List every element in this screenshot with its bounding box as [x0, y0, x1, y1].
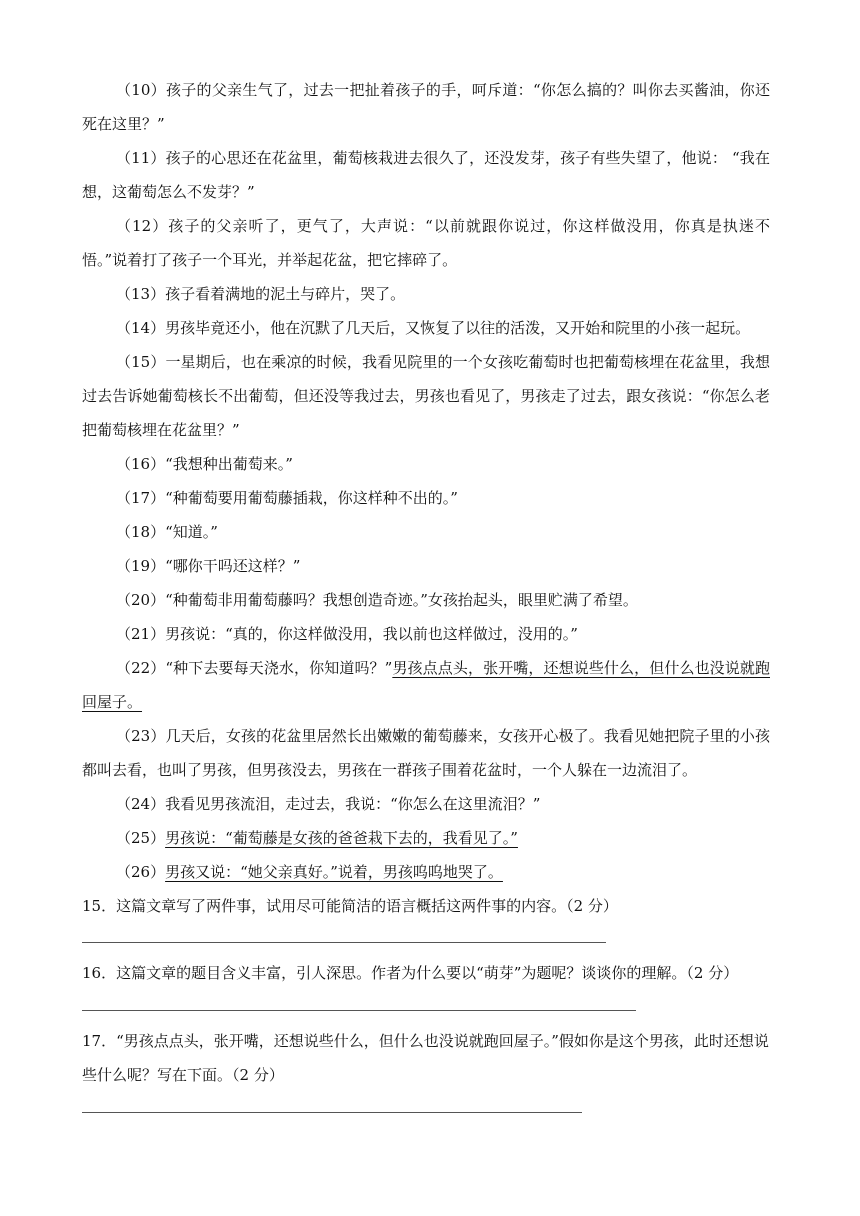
paragraph-26 — [82, 855, 770, 889]
paragraph-13 — [82, 277, 770, 311]
paragraph-11 — [82, 141, 770, 209]
paragraph-text: “知道。” — [165, 523, 218, 541]
paragraph-number: （24） — [116, 795, 166, 813]
paragraph-number: （19） — [116, 557, 166, 575]
paragraph-number: （14） — [116, 319, 166, 337]
paragraph-number: （21） — [116, 625, 166, 643]
paragraph-text: “种葡萄要用葡萄藤插栽，你这样种不出的。” — [165, 489, 458, 507]
question-16: 16．这篇文章的题目含义丰富，引人深思。作者为什么要以“萌芽”为题呢？谈谈你的理解。（2 分） — [82, 964, 739, 982]
paragraph-text: 几天后，女孩的花盆里居然长出嫩嫩的葡萄藤来，女孩开心极了。我看见她把院子里的小孩都叫去看，也叫了男孩，但男孩没去，男孩在一群孩子围着花盆时，一个人躲在一边流泪了。 — [82, 727, 770, 779]
paragraph-18 — [82, 515, 770, 549]
paragraph-text: 孩子的父亲生气了，过去一把扯着孩子的手，呵斥道：“你怎么搞的？叫你去买酱油，你还死在这里？” — [82, 81, 770, 133]
paragraph-19 — [82, 549, 770, 583]
underlined-sentence: 男孩说：“葡萄藤是女孩的爸爸栽下去的，我看见了。” — [165, 829, 518, 847]
paragraph-text: 我看见男孩流泪，走过去，我说：“你怎么在这里流泪？” — [165, 795, 541, 813]
paragraph-21 — [82, 617, 770, 651]
paragraph-number: （11） — [116, 149, 166, 167]
underlined-sentence: 男孩点点头，张开嘴，还想说些什么，但什么也没说就跑回屋子。 — [82, 659, 770, 711]
paragraph-number: （25） — [116, 829, 166, 847]
paragraph-text: “种葡萄非用葡萄藤吗？我想创造奇迹。”女孩抬起头，眼里贮满了希望。 — [165, 591, 638, 609]
paragraph-number: （17） — [116, 489, 166, 507]
paragraph-17 — [82, 481, 770, 515]
answer-line-16[interactable] — [82, 1010, 636, 1011]
paragraph-number: （26） — [116, 863, 166, 881]
paragraph-number: （15） — [116, 353, 166, 371]
paragraph-number: （18） — [116, 523, 166, 541]
paragraph-23 — [82, 719, 770, 787]
paragraph-text: 孩子看着满地的泥土与碎片，哭了。 — [165, 285, 406, 303]
paragraph-number: （23） — [116, 727, 166, 745]
paragraph-text: 孩子的父亲听了，更气了，大声说：“以前就跟你说过，你这样做没用，你真是执迷不悟。”说着打了孩子一个耳光，并举起花盆，把它摔碎了。 — [82, 217, 770, 269]
paragraph-number: （10） — [116, 81, 166, 99]
paragraph-text: 男孩说：“真的，你这样做没用，我以前也这样做过，没用的。” — [165, 625, 578, 643]
paragraph-text: 男孩毕竟还小，他在沉默了几天后，又恢复了以往的活泼，又开始和院里的小孩一起玩。 — [165, 319, 751, 337]
paragraph-20 — [82, 583, 770, 617]
paragraph-15 — [82, 345, 770, 447]
paragraph-text: “我想种出葡萄来。” — [165, 455, 293, 473]
paragraph-text: “哪你干吗还这样？” — [165, 557, 301, 575]
paragraph-number: （20） — [116, 591, 166, 609]
paragraph-10 — [82, 73, 770, 141]
paragraph-number: （12） — [116, 217, 169, 235]
paragraph-text: “种下去要每天浇水，你知道吗？” — [165, 659, 393, 677]
paragraph-12 — [82, 209, 770, 277]
paragraph-number: （16） — [116, 455, 166, 473]
paragraph-text: 孩子的心思还在花盆里，葡萄核栽进去很久了，还没发芽，孩子有些失望了，他说： “我在想，这葡萄怎么不发芽？” — [82, 149, 770, 201]
question-15: 15．这篇文章写了两件事，试用尽可能简洁的语言概括这两件事的内容。（2 分） — [82, 897, 618, 915]
paragraph-number: （22） — [116, 659, 166, 677]
underlined-sentence: 男孩又说：“她父亲真好。”说着，男孩呜呜地哭了。 — [165, 863, 503, 881]
answer-line-17[interactable] — [82, 1112, 582, 1113]
paragraph-25 — [82, 821, 770, 855]
answer-line-15[interactable] — [82, 942, 606, 943]
question-17: 17．“男孩点点头，张开嘴，还想说些什么，但什么也没说就跑回屋子。”假如你是这个男孩，此时还想说些什么呢？写在下面。（2 分） — [82, 1032, 769, 1084]
paragraph-14 — [82, 311, 770, 345]
paragraph-16 — [82, 447, 770, 481]
paragraph-number: （13） — [116, 285, 166, 303]
paragraph-text: 一星期后，也在乘凉的时候，我看见院里的一个女孩吃葡萄时也把葡萄核埋在花盆里，我想过去告诉她葡萄核长不出葡萄，但还没等我过去，男孩也看见了，男孩走了过去，跟女孩说：“你怎么老把葡萄核埋在花盆里？” — [82, 353, 770, 439]
paragraph-22 — [82, 651, 770, 719]
paragraph-24 — [82, 787, 770, 821]
